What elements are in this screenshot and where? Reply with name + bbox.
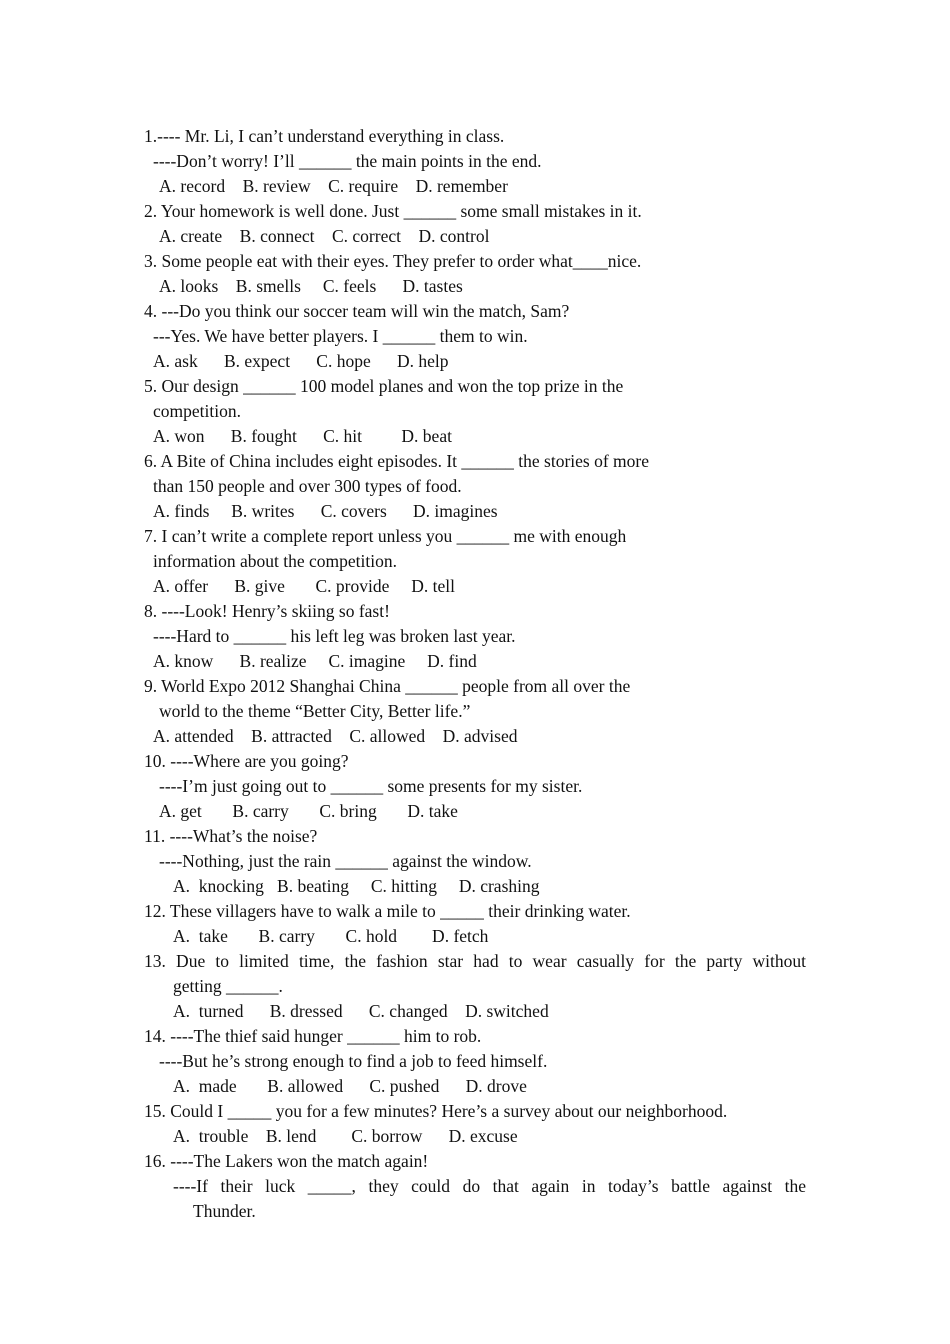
q6-stem: 6. A Bite of China includes eight episodes. It ______ the stories of more [144,451,649,471]
q13-stem-continued: getting ______. [173,976,283,996]
q9-options: A. attended B. attracted C. allowed D. advised [153,726,518,746]
q13-stem: 13. Due to limited time, the fashion star had to wear casually for the party without [144,951,806,971]
q4-stem: 4. ---Do you think our soccer team will win the match, Sam? [144,301,570,321]
q1-dialogue: ----Don’t worry! I’ll ______ the main points in the end. [153,151,542,171]
q16-stem: 16. ----The Lakers won the match again! [144,1151,429,1171]
q14-dialogue: ----But he’s strong enough to find a job to feed himself. [159,1051,548,1071]
q15-options: A. trouble B. lend C. borrow D. excuse [173,1126,518,1146]
q2-options: A. create B. connect C. correct D. control [159,226,490,246]
q6-stem-continued: than 150 people and over 300 types of food. [153,476,462,496]
q12-stem: 12. These villagers have to walk a mile to _____ their drinking water. [144,901,631,921]
q8-dialogue: ----Hard to ______ his left leg was broken last year. [153,626,516,646]
q11-options: A. knocking B. beating C. hitting D. crashing [173,876,540,896]
q14-options: A. made B. allowed C. pushed D. drove [173,1076,527,1096]
q2-stem: 2. Your homework is well done. Just ______ some small mistakes in it. [144,201,642,221]
q3-options: A. looks B. smells C. feels D. tastes [159,276,463,296]
q9-stem-continued: world to the theme “Better City, Better life.” [159,701,471,721]
q16-dialogue: ----If their luck _____, they could do that again in today’s battle against the [173,1176,806,1196]
q16-dialogue-continued: Thunder. [193,1201,256,1221]
q12-options: A. take B. carry C. hold D. fetch [173,926,489,946]
q5-stem-continued: competition. [153,401,241,421]
q7-options: A. offer B. give C. provide D. tell [153,576,455,596]
q8-options: A. know B. realize C. imagine D. find [153,651,477,671]
q4-dialogue: ---Yes. We have better players. I ______ them to win. [153,326,528,346]
q10-options: A. get B. carry C. bring D. take [159,801,458,821]
q15-stem: 15. Could I _____ you for a few minutes? Here’s a survey about our neighborhood. [144,1101,728,1121]
q1-stem: 1.---- Mr. Li, I can’t understand everything in class. [144,126,505,146]
q11-stem: 11. ----What’s the noise? [144,826,318,846]
q13-options: A. turned B. dressed C. changed D. switched [173,1001,549,1021]
q11-dialogue: ----Nothing, just the rain ______ against the window. [159,851,532,871]
q5-stem: 5. Our design ______ 100 model planes and won the top prize in the [144,376,624,396]
q7-stem: 7. I can’t write a complete report unless you ______ me with enough [144,526,627,546]
q10-stem: 10. ----Where are you going? [144,751,349,771]
q1-options: A. record B. review C. require D. remember [159,176,508,196]
q4-options: A. ask B. expect C. hope D. help [153,351,449,371]
q9-stem: 9. World Expo 2012 Shanghai China ______ people from all over the [144,676,631,696]
q10-dialogue: ----I’m just going out to ______ some presents for my sister. [159,776,583,796]
q14-stem: 14. ----The thief said hunger ______ him to rob. [144,1026,482,1046]
q8-stem: 8. ----Look! Henry’s skiing so fast! [144,601,390,621]
q5-options: A. won B. fought C. hit D. beat [153,426,452,446]
q3-stem: 3. Some people eat with their eyes. They prefer to order what____nice. [144,251,642,271]
q7-stem-continued: information about the competition. [153,551,397,571]
q6-options: A. finds B. writes C. covers D. imagines [153,501,498,521]
